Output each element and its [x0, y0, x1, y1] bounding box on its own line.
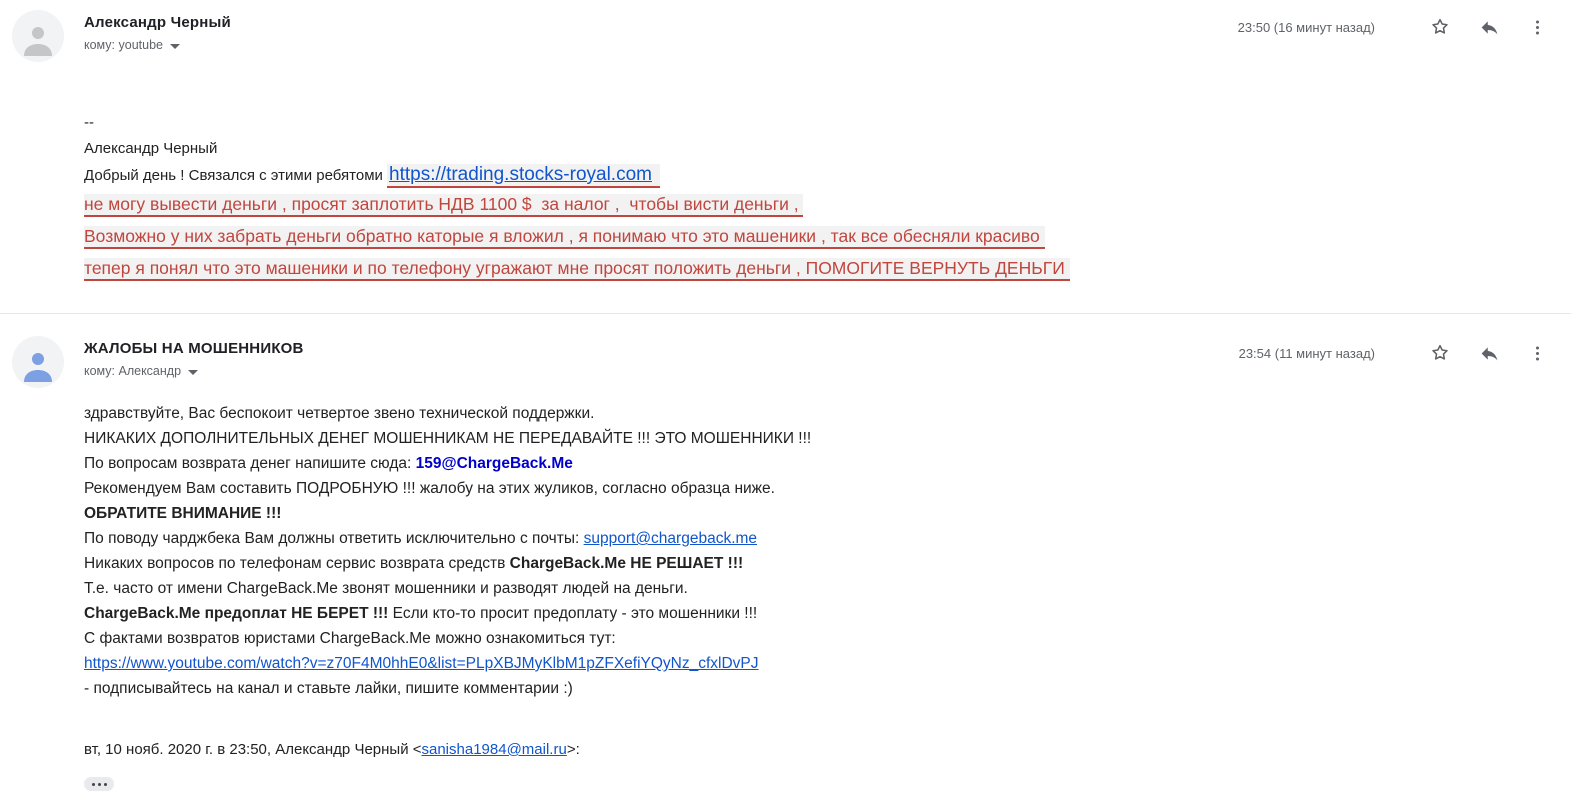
signature-dashes: -- [84, 114, 94, 131]
body-line: - подписывайтесь на канал и ставьте лайки, пишите комментарии :) [84, 680, 573, 697]
timestamp: 23:50 (16 минут назад) [1237, 19, 1375, 35]
body-line: Т.е. часто от имени ChargeBack.Me звонят мошенники и разводят людей на деньги. [84, 580, 688, 597]
body-line: ОБРАТИТЕ ВНИМАНИЕ !!! [84, 505, 282, 522]
body-text: Никаких вопросов по телефонам сервис возврата средств [84, 555, 510, 572]
sender-block [84, 336, 304, 378]
more-options-icon[interactable] [1528, 17, 1547, 38]
body-line: С фактами возвратов юристами ChargeBack.Me можно ознакомиться тут: [84, 630, 616, 647]
message-actions [1238, 16, 1547, 38]
signature-name: Александр Черный [84, 140, 218, 157]
message-1 [0, 0, 1571, 314]
person-icon [12, 336, 64, 388]
complaint-text: тепер я понял что это машеники и по телефону угражают мне просят положить деньги , ПОМОГИТЕ ВЕРНУТЬ ДЕНЬГИ [84, 258, 1070, 281]
avatar[interactable] [12, 336, 64, 388]
complaint-line [84, 253, 1547, 285]
complaint-text: не могу вывести деньги , просят заплотить НДВ 1100 $ за налог , чтобы висти деньги , [84, 194, 803, 217]
timestamp: 23:54 (11 минут назад) [1238, 345, 1375, 361]
body-line: Рекомендуем Вам составить ПОДРОБНУЮ !!! жалобу на этих жуликов, согласно образца ниже. [84, 480, 775, 497]
avatar[interactable] [12, 10, 64, 62]
body-line [84, 451, 1547, 476]
body-line: здравствуйте, Вас беспокоит четвертое звено технической поддержки. [84, 405, 595, 422]
scam-site-link[interactable]: https://trading.stocks-royal.com [387, 164, 660, 188]
message-1-body [84, 110, 1547, 285]
recipient-label: кому: Александр [84, 364, 182, 378]
body-text-bold: ChargeBack.Me предоплат НЕ БЕРЕТ !!! [84, 605, 389, 622]
message-actions [1239, 342, 1547, 364]
body-line [84, 651, 1547, 676]
body-line: НИКАКИХ ДОПОЛНИТЕЛЬНЫХ ДЕНЕГ МОШЕННИКАМ НЕ ПЕРЕДАВАЙТЕ !!! ЭТО МОШЕННИКИ !!! [84, 430, 812, 447]
recipient-label: кому: youtube [84, 38, 163, 52]
greeting-text: Добрый день ! Связался с этими ребятоми [84, 167, 388, 184]
ellipsis-icon [104, 783, 107, 786]
reply-icon[interactable] [1479, 343, 1500, 364]
chargeback-email: 159@ChargeBack.Me [415, 455, 573, 472]
message-2 [0, 314, 1571, 791]
complaint-text: Возможно у них забрать деньги обратно каторые я вложил , я понимаю что это машеники , так все обесняли красиво [84, 226, 1045, 249]
person-icon [12, 10, 64, 62]
body-line [84, 526, 1547, 551]
complaint-line [84, 189, 1547, 221]
chevron-down-icon [188, 370, 198, 375]
sender-block [84, 10, 231, 52]
body-text: Если кто-то просит предоплату - это мошенники !!! [392, 605, 758, 622]
ellipsis-icon [98, 783, 101, 786]
message-2-header [12, 336, 1547, 388]
sender-name: ЖАЛОБЫ НА МОШЕННИКОВ [84, 340, 304, 357]
recipient-dropdown[interactable] [84, 364, 198, 378]
sender-name: Александр Черный [84, 14, 231, 31]
youtube-playlist-link[interactable]: https://www.youtube.com/watch?v=z70F4M0hhE0&list=PLpXBJMyKlbM1pZFXefiYQyNz_cfxlDvPJ [84, 655, 759, 672]
complaint-line [84, 221, 1547, 253]
support-email-link[interactable]: support@chargeback.me [583, 530, 758, 547]
recipient-dropdown[interactable] [84, 38, 180, 52]
body-line [84, 601, 1547, 626]
body-line [84, 551, 1547, 576]
quote-text: вт, 10 нояб. 2020 г. в 23:50, Александр Черный < [84, 741, 422, 758]
message-2-body [84, 401, 1547, 791]
chevron-down-icon [170, 44, 180, 49]
sender-email-link[interactable]: sanisha1984@mail.ru [421, 741, 567, 758]
show-trimmed-content-button[interactable] [84, 777, 114, 791]
star-icon[interactable] [1429, 16, 1451, 38]
body-text: По поводу чарджбека Вам должны ответить исключительно с почты: [84, 530, 584, 547]
message-1-header [12, 10, 1547, 62]
star-icon[interactable] [1429, 342, 1451, 364]
quote-text: >: [566, 741, 580, 758]
reply-icon[interactable] [1479, 17, 1500, 38]
quoted-header-line [84, 737, 1547, 762]
greeting-line [84, 162, 1547, 189]
body-text-bold: ChargeBack.Me НЕ РЕШАЕТ !!! [509, 555, 744, 572]
ellipsis-icon [92, 783, 95, 786]
more-options-icon[interactable] [1528, 343, 1547, 364]
body-text: По вопросам возврата денег напишите сюда: [84, 455, 416, 472]
